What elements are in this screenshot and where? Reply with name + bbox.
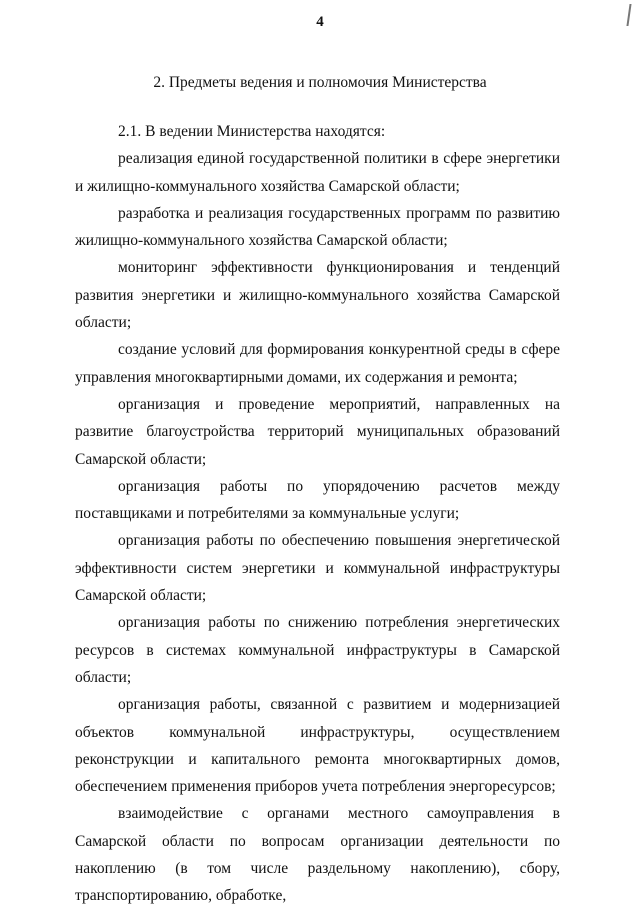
paragraph: разработка и реализация государственных программ по развитию жилищно-коммунального хозяйства Самарской области; [75, 204, 560, 250]
paragraph: создание условий для формирования конкурентной среды в сфере управления многоквартирными домами, их содержания и ремонта; [75, 341, 560, 386]
document-body [75, 118, 560, 910]
paragraph: организация работы по обеспечению повышения энергетической эффективности систем энергетики и коммунальной инфраструктуры Самарской области; [75, 532, 560, 605]
paragraph: организация работы по снижению потребления энергетических ресурсов в системах коммунальной инфраструктуры в Самарской области; [75, 614, 560, 686]
section-heading: 2. Предметы ведения и полномочия Министерства [153, 74, 487, 91]
paragraph: организация работы, связанной с развитием и модернизацией объектов коммунальной инфраструктуры, осуществлением реконструкции и капитального ремонта многоквартирных домов, обеспечением применения приборов учета потребления энергоресурсов; [75, 696, 560, 796]
paragraph: мониторинг эффективности функционирования и тенденций развития энергетики и жилищно-коммунального хозяйства Самарской области; [75, 259, 560, 332]
page-number: 4 [316, 14, 324, 30]
paragraph: взаимодействие с органами местного самоуправления в Самарской области по вопросам организации деятельности по накоплению (в том числе раздельному накоплению), сбору, транспортированию, обработке, [75, 805, 560, 905]
paragraph: организация работы по упорядочению расчетов между поставщиками и потребителями за коммунальные услуги; [75, 477, 560, 523]
paragraph: 2.1. В ведении Министерства находятся: [118, 123, 386, 140]
paragraph: организация и проведение мероприятий, направленных на развитие благоустройства территорий муниципальных образований Самарской области; [75, 395, 560, 468]
paragraph: реализация единой государственной политики в сфере энергетики и жилищно-коммунального хозяйства Самарской области; [75, 150, 560, 195]
